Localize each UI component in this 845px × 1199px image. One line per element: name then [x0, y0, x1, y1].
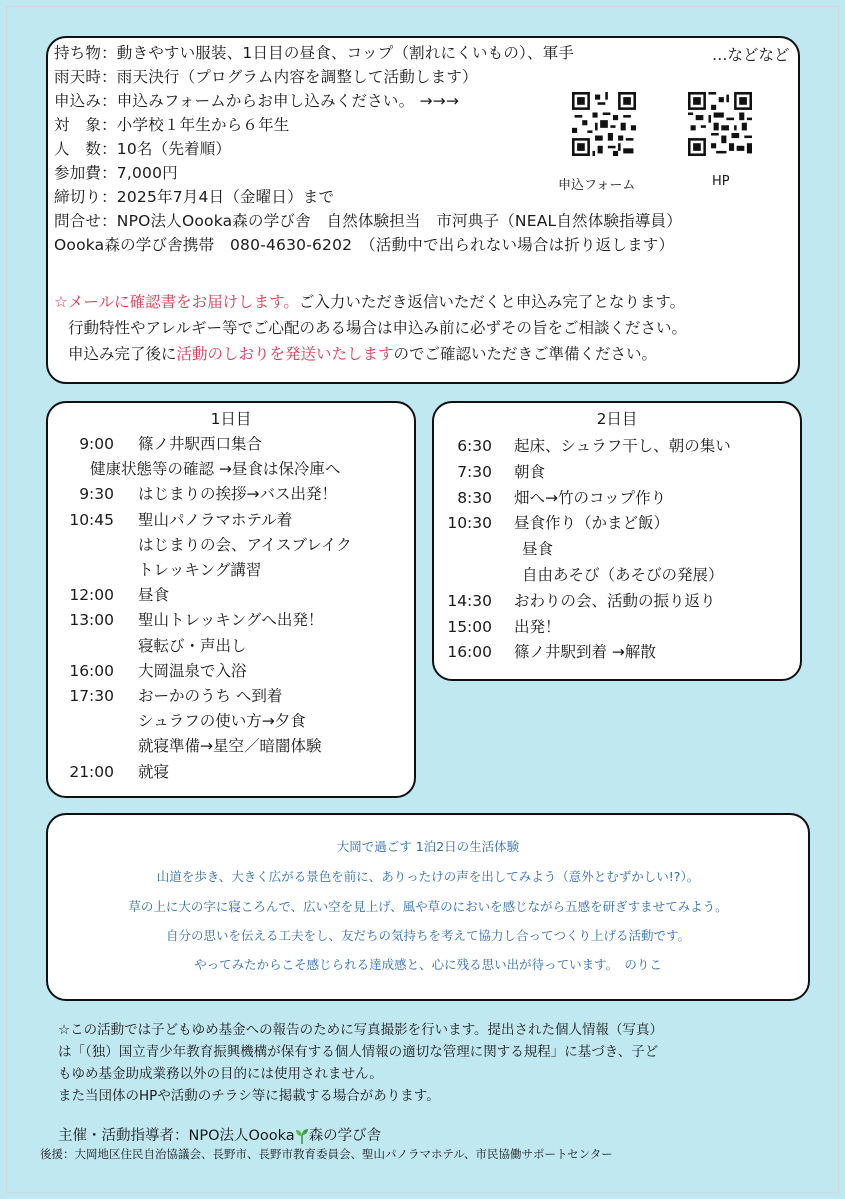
qr-code-form[interactable]	[572, 92, 636, 156]
day2-time: 7:30	[457, 462, 492, 481]
day2-desc: 朝食	[514, 462, 546, 481]
day2-desc: 自由あそび（あそびの発展）	[522, 566, 724, 584]
message-box	[46, 813, 810, 1001]
day1-desc: 聖山トレッキングへ出発！	[138, 611, 324, 630]
day2-desc: 起床、シュラフ干し、朝の集い	[514, 437, 731, 455]
day1-row	[48, 634, 247, 656]
day2-desc: 昼食	[522, 540, 554, 559]
sponsor-line: 後援：大岡地区住民自治協議会、長野市、長野市教育委員会、聖山パノラマホテル、市民協働サポートセンター	[40, 1147, 613, 1161]
privacy-line-4: また当団体のHPや活動のチラシ等に掲載する場合があります。	[58, 1088, 440, 1104]
note-confirmation-red: ☆メールに確認書をお届けします。	[54, 293, 299, 311]
day1-row	[48, 533, 352, 555]
day1-title: 1日目	[210, 410, 252, 428]
day1-row	[48, 684, 282, 706]
day1-row	[48, 709, 306, 731]
day2-time: 8:30	[457, 488, 492, 507]
info-line-contact: 問合せ：NPO法人Oooka森の学び舎 自然体験担当 市河典子（NEAL自然体験指導員）	[54, 212, 682, 230]
info-line-rain: 雨天時：雨天決行（プログラム内容を調整して活動します）	[54, 68, 478, 86]
day1-time: 9:30	[79, 485, 114, 504]
day1-desc: おーかのうち へ到着	[138, 687, 283, 705]
message-line-2: 草の上に大の字に寝ころんで、広い空を見上げ、風や草のにおいを感じながら五感を研ぎすませてみよう。	[128, 899, 728, 914]
day2-row	[434, 460, 545, 482]
day2-row	[434, 486, 666, 508]
day1-time: 12:00	[69, 586, 114, 605]
day1-desc: はじまりの会、アイスブレイク	[138, 535, 352, 554]
day2-time: 6:30	[457, 437, 492, 455]
note-confirmation-rest: ご入力いただき返信いただくと申込み完了となります。	[298, 293, 686, 311]
day2-desc: おわりの会、活動の振り返り	[514, 591, 716, 610]
day1-row	[48, 432, 262, 454]
day1-desc: 昼食	[138, 586, 170, 605]
note-guide-b: のでご確認いただきご準備ください。	[393, 345, 658, 363]
day1-desc: はじまりの挨拶→バス出発！	[138, 485, 337, 504]
info-line-apply: 申込み：申込みフォームからお申し込みください。 →→→	[54, 92, 460, 110]
day1-desc: 聖山パノラマホテル着	[138, 510, 293, 529]
day1-desc: 健康状態等の確認 →昼食は保冷庫へ	[90, 460, 341, 479]
organizer-name: 主催・活動指導者：NPO法人Oooka	[58, 1128, 295, 1144]
day1-row	[48, 659, 247, 681]
day1-row	[48, 583, 169, 605]
day2-row	[434, 434, 731, 456]
day2-row	[434, 589, 716, 611]
qr-form-label: 申込フォーム	[558, 178, 636, 193]
info-line-items: 持ち物：動きやすい服装、1日目の昼食、コップ（割れにくいもの）、軍手	[54, 44, 575, 62]
note-confirmation	[54, 290, 685, 312]
day2-title: 2日目	[596, 410, 638, 428]
message-line-1: 山道を歩き、大きく広がる景色を前に、ありったけの声を出してみよう（意外とむずかしい!?）。	[156, 869, 700, 884]
day2-desc: 畑へ→竹のコップ作り	[514, 488, 667, 507]
day2-desc: 昼食作り（かまど飯）	[514, 514, 670, 533]
info-etc: …などなど	[712, 46, 790, 64]
day1-desc: 篠ノ井駅西口集合	[138, 435, 263, 453]
day2-desc: 出発！	[514, 617, 561, 636]
day1-row	[48, 558, 261, 580]
message-line-4: やってみたからこそ感じられる達成感と、心に残る思い出が待っています。 のりこ	[194, 957, 662, 972]
qr-code-hp[interactable]	[688, 92, 752, 156]
day1-desc: 就寝準備→星空／暗闇体験	[138, 737, 322, 756]
day1-row	[48, 760, 169, 782]
sprout-icon	[295, 1128, 309, 1144]
note-guide	[68, 342, 657, 364]
day2-row	[434, 511, 669, 533]
day1-row	[48, 508, 292, 530]
day1-time: 13:00	[69, 611, 114, 630]
day1-schedule	[46, 401, 416, 798]
day1-desc: 就寝	[138, 762, 170, 781]
organizer-name-suffix: 森の学び舎	[308, 1128, 382, 1144]
day2-time: 10:30	[447, 514, 492, 533]
info-line-capacity: 人 数：10名（先着順）	[54, 140, 232, 158]
info-line-deadline: 締切り：2025年7月4日（金曜日）まで	[54, 188, 335, 206]
note-allergy: 行動特性やアレルギー等でご心配のある場合は申込み前に必ずその旨をご相談ください。	[68, 319, 687, 337]
day2-schedule	[432, 401, 802, 681]
privacy-line-1: ☆この活動では子どもゆめ基金への報告のために写真撮影を行います。提出された個人情報（写真）	[58, 1022, 664, 1038]
message-line-3: 自分の思いを伝える工夫をし、友だちの気持ちを考えて協力し合ってつくり上げる活動です。	[165, 928, 690, 943]
day1-row	[48, 457, 340, 479]
day1-row	[48, 734, 322, 756]
info-line-phone: Oooka森の学び舎携帯 080-4630-6202 （活動中で出られない場合は折り返します）	[54, 236, 675, 254]
day2-time: 15:00	[447, 617, 492, 636]
day1-row	[48, 608, 323, 630]
day2-time: 14:30	[447, 591, 492, 610]
day1-row	[48, 482, 337, 504]
info-line-target: 対 象：小学校１年生から６年生	[54, 116, 290, 134]
organizer	[58, 1124, 381, 1145]
day2-row	[434, 563, 724, 585]
day2-row	[434, 537, 553, 559]
day1-time: 9:00	[79, 435, 114, 453]
privacy-line-2: は「（独）国立青少年教育振興機構が保有する個人情報の適切な管理に関する規程」に基づき、子ど	[58, 1044, 659, 1060]
day1-desc: シュラフの使い方→夕食	[138, 712, 306, 731]
info-box	[46, 36, 800, 384]
day2-time: 16:00	[447, 643, 492, 662]
note-guide-red: 活動のしおりを発送いたします	[176, 345, 394, 363]
day1-time: 17:30	[69, 687, 114, 705]
day1-time: 21:00	[69, 762, 114, 781]
day2-desc: 篠ノ井駅到着 →解散	[514, 643, 656, 662]
day2-row	[434, 640, 656, 662]
privacy-line-3: もゆめ基金助成業務以外の目的には使用されません。	[58, 1066, 383, 1082]
day1-desc: トレッキング講習	[138, 561, 262, 579]
day1-desc: 大岡温泉で入浴	[138, 661, 247, 680]
day1-time: 10:45	[69, 510, 114, 529]
day1-desc: 寝転び・声出し	[138, 636, 247, 655]
day2-row	[434, 615, 561, 637]
info-line-fee: 参加費：7,000円	[54, 164, 178, 182]
qr-hp-label: HP	[712, 174, 730, 189]
message-heading: 大岡で過ごす 1泊2日の生活体験	[336, 839, 520, 854]
note-guide-a: 申込み完了後に	[68, 345, 177, 363]
day1-time: 16:00	[69, 661, 114, 680]
